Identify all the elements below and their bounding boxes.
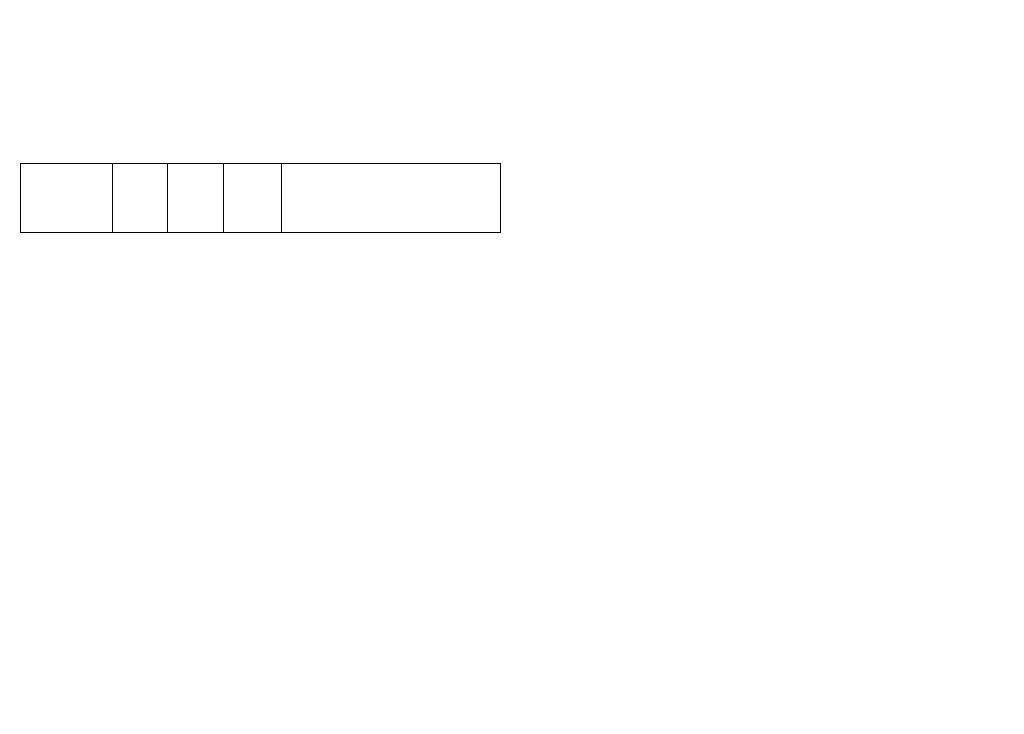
derivative-chart xyxy=(20,163,501,233)
header-fx xyxy=(113,164,168,233)
function-equation xyxy=(58,110,76,130)
header-fppx xyxy=(224,164,282,233)
header-x-cell xyxy=(21,164,113,233)
header-characteristic xyxy=(282,164,501,233)
coordinate-graph xyxy=(530,158,990,594)
header-fpx xyxy=(168,164,224,233)
problem-statement xyxy=(52,108,76,131)
chart-header-row xyxy=(21,164,501,233)
